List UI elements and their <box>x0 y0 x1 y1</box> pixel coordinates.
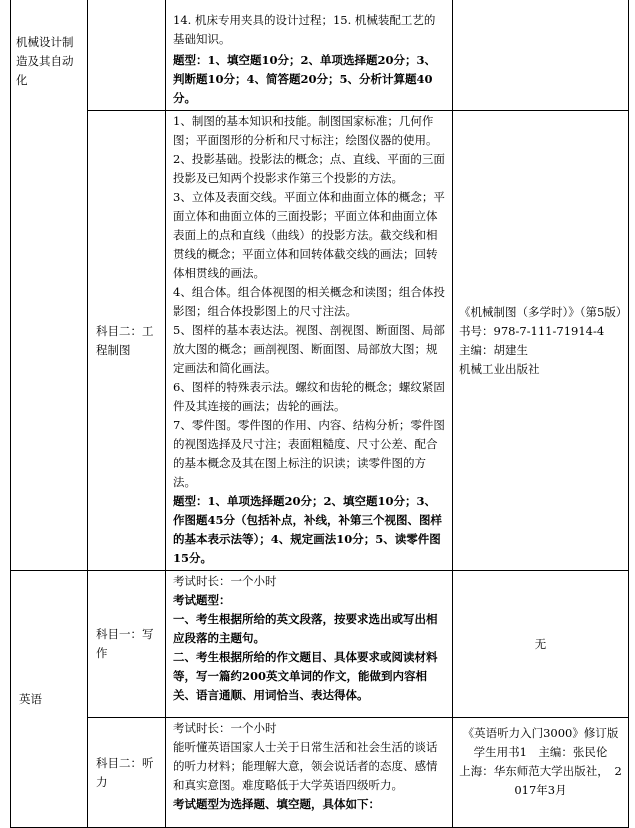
writing-row <box>11 571 629 718</box>
mech-module-empty <box>88 0 166 111</box>
writing-item: 二、考生根据所给的作文题目、具体要求或阅读材料等，写一篇约200英文单词的作文，能做到内容相关、语言通顺、用词恰当、表达得体。 <box>173 650 438 702</box>
drawing-book-title: 《机械制图（多学时）》（第5版） <box>459 304 628 319</box>
mech-question-types: 题型：1、填空题10分；2、单项选择题20分；3、判断题10分；4、简答题20分；5、分析计算题40分。 <box>173 53 437 105</box>
writing-duration: 考试时长：一个小时 <box>173 574 277 588</box>
drawing-item: 6、图样的特殊表示法。螺纹和齿轮的概念；螺纹紧固件及其连接的画法；齿轮的画法。 <box>173 380 445 413</box>
english-subject: 英语 <box>19 691 42 706</box>
listening-desc: 能听懂英语国家人士关于日常生活和社会生活的谈话的听力材料；能理解大意，领会说话者的态度、感情和真实意图。难度略低于大学英语四级听力。 <box>173 740 438 792</box>
drawing-module: 科目二：工程制图 <box>96 323 154 357</box>
mech-subject-cell <box>11 0 88 571</box>
drawing-item: 5、图样的基本表达法。视图、剖视图、断面图、局部放大图的概念；画剖视图、断面图、局部放大图；规定画法和简化画法。 <box>173 323 445 375</box>
writing-book-cell <box>453 571 629 718</box>
drawing-item: 2、投影基础。投影法的概念；点、直线、平面的三面投影及已知两个投影求作第三个投影的方法。 <box>173 152 445 185</box>
listening-duration: 考试时长：一个小时 <box>173 721 277 735</box>
listening-types: 考试题型为选择题、填空题，具体如下： <box>173 797 380 811</box>
listening-module: 科目二：听力 <box>96 755 154 789</box>
mech-content-line: 14. 机床专用夹具的设计过程；15. 机械装配工艺的基础知识。 <box>173 13 436 46</box>
drawing-book-cell <box>453 111 629 571</box>
listening-row <box>11 718 629 828</box>
mech-row <box>11 0 629 111</box>
listening-book-cell <box>453 718 629 828</box>
drawing-module-cell <box>88 111 166 571</box>
drawing-item: 7、零件图。零件图的作用、内容、结构分析；零件图的视图选择及尺寸注；表面粗糙度、尺寸公差、配合的基本概念及其在图上标注的识读；读零件图的方法。 <box>173 418 445 489</box>
listening-book-line1: 《英语听力入门3000》修订版 <box>462 726 619 740</box>
writing-types-title: 考试题型： <box>173 593 231 607</box>
mech-subject: 机械设计制造及其自动化 <box>16 35 74 87</box>
listening-book-line3: 上海：华东师范大学出版社， 2017年3月 <box>459 764 622 797</box>
drawing-book-publisher: 机械工业出版社 <box>459 361 540 376</box>
listening-content-cell <box>166 718 453 828</box>
drawing-item: 4、组合体。组合体视图的相关概念和读图；组合体投影图；组合体投影图上的尺寸注法。 <box>173 285 445 318</box>
drawing-item: 1、制图的基本知识和技能。制图国家标准；几何作图；平面图形的分析和尺寸标注；绘图仪器的使用。 <box>173 114 438 147</box>
drawing-question-types: 题型：1、单项选择题20分；2、填空题10分；3、作图题45分（包括补点，补线，补第三个视图、图样的基本表示法等）；4、规定画法10分；5、读零件图15分。 <box>173 494 443 565</box>
drawing-book-editor: 主编：胡建生 <box>459 342 528 357</box>
drawing-row <box>11 111 629 571</box>
writing-book: 无 <box>534 636 547 651</box>
syllabus-table <box>10 0 629 828</box>
english-subject-cell <box>11 571 88 828</box>
writing-content-cell <box>166 571 453 718</box>
mech-content-cell <box>166 0 453 111</box>
writing-item: 一、考生根据所给的英文段落，按要求选出或写出相应段落的主题句。 <box>173 612 438 645</box>
writing-module: 科目一：写作 <box>96 627 154 660</box>
drawing-item: 3、立体及表面交线。平面立体和曲面立体的概念；平面立体和曲面立体的三面投影；平面立体和曲面立体表面上的点和直线（曲线）的投影方法。截交线和相贯线的概念；平面立体和回转体截交线的画法；回转体相贯线的画法。 <box>173 190 445 280</box>
drawing-content-cell <box>166 111 453 571</box>
drawing-book-isbn: 书号：978-7-111-71914-4 <box>459 323 605 338</box>
listening-book-line2: 学生用书1 主编：张民伦 <box>473 745 608 759</box>
listening-module-cell <box>88 718 166 828</box>
writing-module-cell <box>88 571 166 718</box>
mech-book-empty <box>453 0 629 111</box>
